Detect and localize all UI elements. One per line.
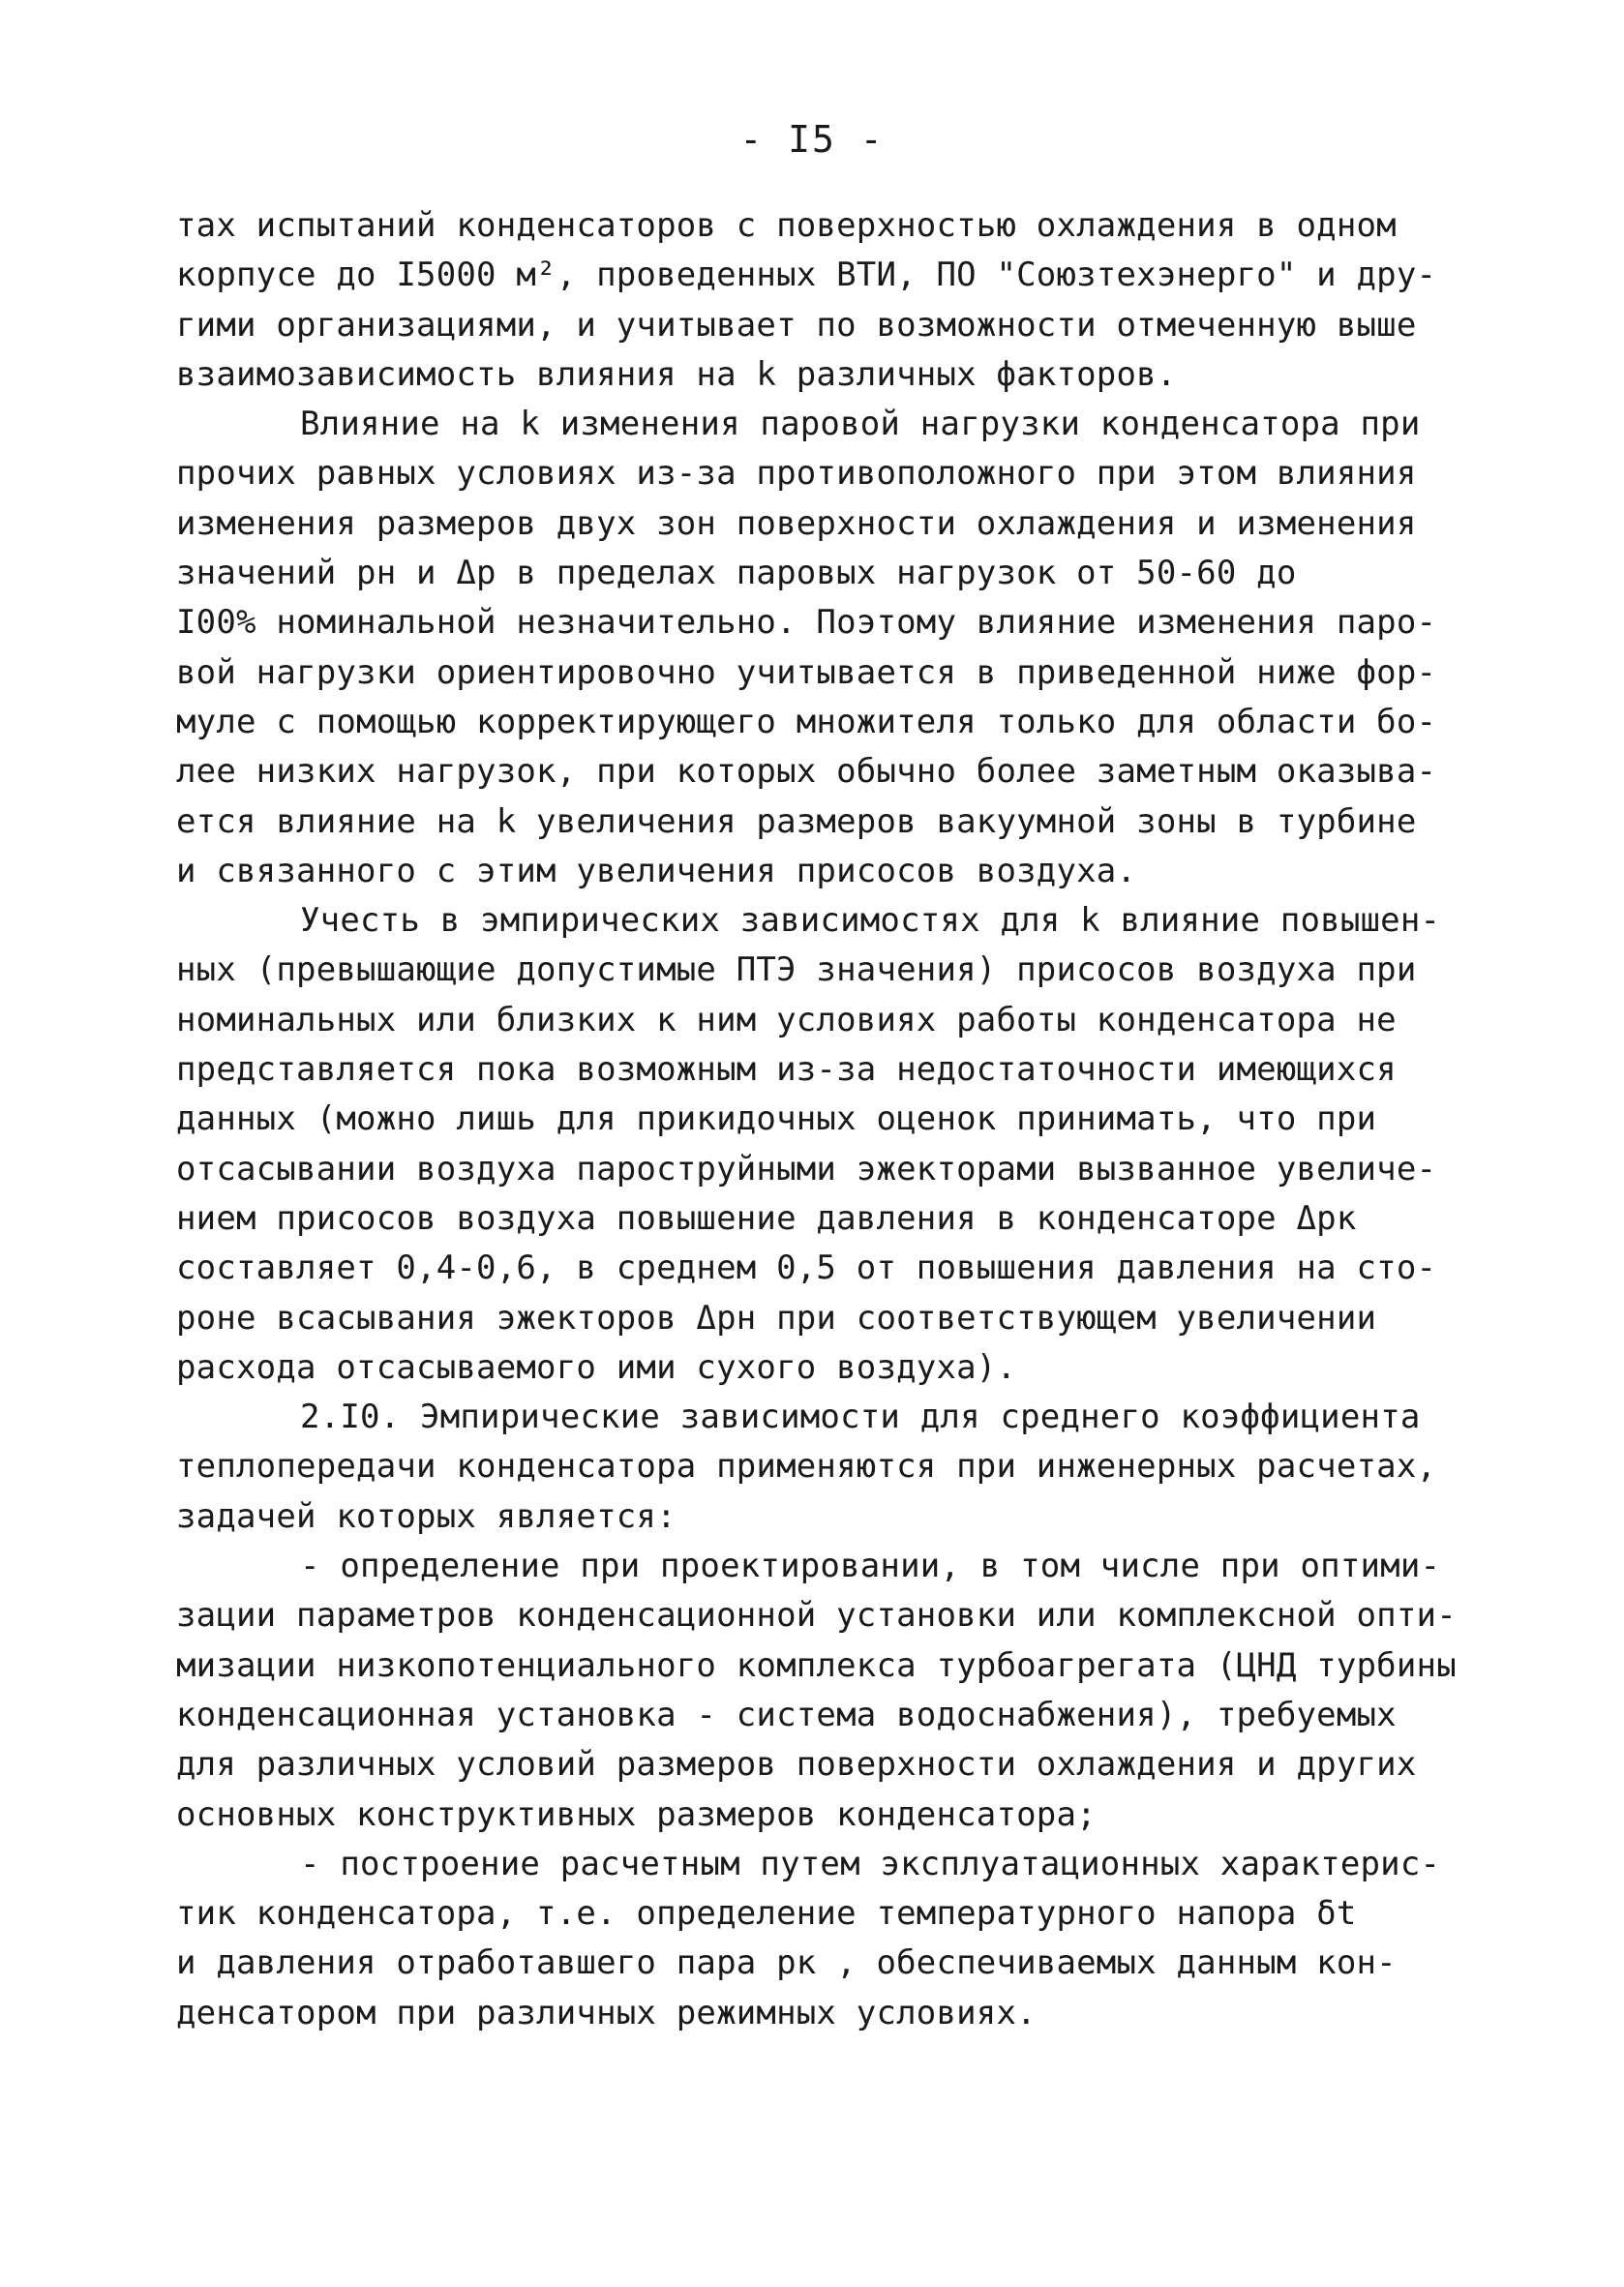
- text-line: и связанного с этим увеличения присосов воздуха.: [176, 851, 1137, 890]
- body-text: [176, 201, 1473, 2038]
- text-line: мизации низкопотенциального комплекса турбоагрегата (ЦНД турбины: [176, 1645, 1457, 1685]
- text-line: основных конструктивных размеров конденсатора;: [176, 1794, 1097, 1834]
- list-item-line: - определение при проектировании, в том числе при оптими-: [300, 1547, 1441, 1586]
- text-line: нием присосов воздуха повышение давления в конденсаторе Δpк: [176, 1198, 1357, 1238]
- text-line: задачей которых является:: [176, 1496, 677, 1536]
- text-line: взаимозависимость влияния на k различных факторов.: [176, 354, 1177, 394]
- text-line: денсатором при различных режимных условиях.: [176, 1993, 1037, 2032]
- text-line: лее низких нагрузок, при которых обычно более заметным оказыва-: [176, 752, 1437, 792]
- text-line: представляется пока возможным из-за недостаточности имеющихся: [176, 1050, 1397, 1090]
- text-line: прочих равных условиях из-за противоположного при этом влияния: [176, 454, 1417, 494]
- paragraph-start-line: Влияние на k изменения паровой нагрузки конденсатора при: [300, 405, 1421, 444]
- text-line: данных (можно лишь для прикидочных оценок принимать, что при: [176, 1099, 1377, 1139]
- text-line: конденсационная установка - система водоснабжения), требуемых: [176, 1695, 1397, 1734]
- text-line: зации параметров конденсационной установки или комплексной опти-: [176, 1596, 1457, 1636]
- text-line: теплопередачи конденсатора применяются при инженерных расчетах,: [176, 1447, 1437, 1487]
- text-line: изменения размеров двух зон поверхности охлаждения и изменения: [176, 503, 1417, 543]
- text-line: I00% номинальной незначительно. Поэтому влияние изменения паро-: [176, 603, 1437, 643]
- text-line: для различных условий размеров поверхности охлаждения и других: [176, 1745, 1417, 1785]
- text-line: ных (превышающие допустимые ПТЭ значения) присосов воздуха при: [176, 950, 1417, 990]
- text-line: тик конденсатора, т.е. определение температурного напора δt: [176, 1894, 1357, 1934]
- text-line: вой нагрузки ориентировочно учитывается в приведенной ниже фор-: [176, 652, 1437, 692]
- text-line: роне всасывания эжекторов Δpн при соответствующем увеличении: [176, 1298, 1377, 1338]
- text-line: номинальных или близких к ним условиях работы конденсатора не: [176, 1000, 1397, 1039]
- text-line: тах испытаний конденсаторов с поверхностью охлаждения в одном: [176, 206, 1397, 245]
- text-line: гими организациями, и учитывает по возможности отмеченную выше: [176, 305, 1417, 345]
- section-heading-line: 2.I0. Эмпирические зависимости для среднего коэффициента: [300, 1398, 1421, 1437]
- text-line: составляет 0,4-0,6, в среднем 0,5 от повышения давления на сто-: [176, 1249, 1437, 1288]
- text-line: муле с помощью корректирующего множителя только для области бо-: [176, 702, 1437, 741]
- text-line: значений pн и Δp в пределах паровых нагрузок от 50-60 до: [176, 554, 1297, 593]
- text-line: расхода отсасываемого ими сухого воздуха).: [176, 1347, 1017, 1387]
- text-line: и давления отработавшего пара pк , обеспечиваемых данным кон-: [176, 1943, 1397, 1983]
- text-line: корпусе до I5000 м², проведенных ВТИ, ПО "Союзтехэнерго" и дру-: [176, 256, 1437, 295]
- page-number: - I5 -: [739, 118, 885, 161]
- text-line: отсасывании воздуха пароструйными эжекторами вызванное увеличе-: [176, 1149, 1437, 1189]
- list-item-line: - построение расчетным путем эксплуатационных характерис-: [300, 1844, 1441, 1883]
- text-line: ется влияние на k увеличения размеров вакуумной зоны в турбине: [176, 801, 1417, 841]
- paragraph-start-line: Учесть в эмпирических зависимостях для k влияние повышен-: [300, 901, 1441, 941]
